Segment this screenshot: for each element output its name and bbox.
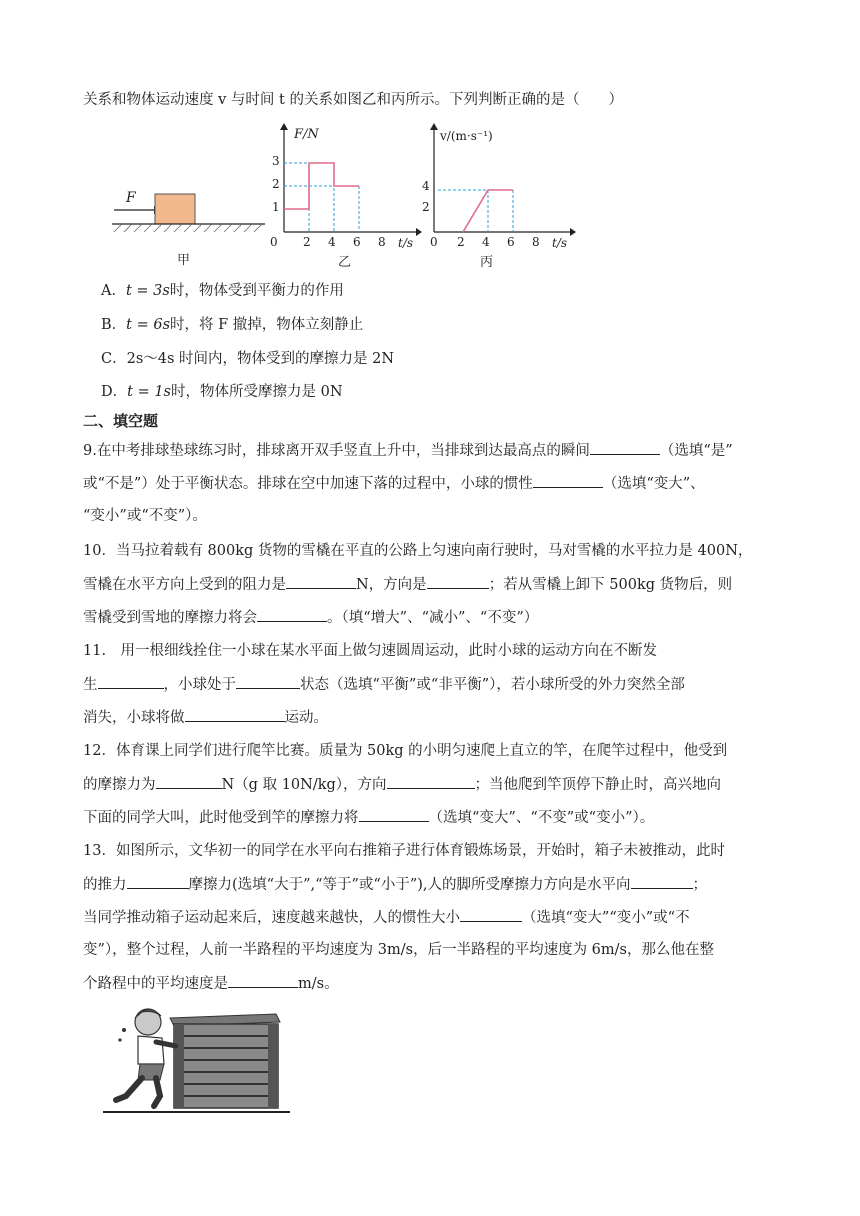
option-a[interactable] <box>101 281 344 301</box>
option-math: t = 1s <box>127 384 172 400</box>
q11-line-3: 消失，小球将做 运动。 <box>83 707 328 728</box>
x-tick-8: 8 <box>378 235 386 249</box>
y-arrow-icon <box>430 123 438 130</box>
x-tick-6: 6 <box>353 235 361 249</box>
option-math: t = 6s <box>126 317 171 333</box>
q10-line-2: 雪橇在水平方向上受到的阻力是 N，方向是 ；若从雪橇上卸下 500kg 货物后，则 <box>83 574 732 595</box>
x-tick-2: 2 <box>457 235 465 249</box>
option-b[interactable] <box>101 315 363 335</box>
answer-blank[interactable] <box>387 774 475 789</box>
q13-line-1: 13．如图所示，文华初一的同学在水平向右推箱子进行体育锻炼场景，开始时，箱子未被推动，此时 <box>83 843 725 859</box>
x-tick-4: 4 <box>482 235 490 249</box>
caption-jia: 甲 <box>177 253 191 268</box>
option-math: t = 3s <box>125 283 170 299</box>
person <box>116 1009 176 1106</box>
figure-jia <box>100 180 270 270</box>
answer-blank[interactable] <box>590 440 660 455</box>
option-letter: D． <box>101 384 128 400</box>
q13-line-2: 的推力 摩擦力(选填“大于”,“等于”或“小于”),人的脚所受摩擦力方向是水平向 ； <box>83 874 707 895</box>
answer-blank[interactable] <box>98 674 164 689</box>
option-letter: B． <box>101 317 127 333</box>
option-d[interactable] <box>101 382 343 402</box>
y-tick-2: 2 <box>272 177 280 191</box>
answer-blank[interactable] <box>427 574 489 589</box>
y-tick-1: 1 <box>272 200 280 214</box>
option-text: 时，将 F 撤掉，物体立刻静止 <box>170 317 364 333</box>
option-text: 2s～4s 时间内，物体受到的摩擦力是 2N <box>126 351 395 367</box>
q13-line-4: 变”），整个过程，人前一半路程的平均速度为 3m/s，后一半路程的平均速度为 6m/s，那么他在整 <box>83 942 714 958</box>
q11-line-1: 11. 用一根细线拴住一小球在某水平面上做匀速圆周运动，此时小球的运动方向在不断发 <box>83 643 658 659</box>
x-tick-6: 6 <box>507 235 515 249</box>
q10-line-1: 10．当马拉着载有 800kg 货物的雪橇在平直的公路上匀速向南行驶时，马对雪橇的水平拉力是 400N， <box>83 543 753 559</box>
x-label: t/s <box>552 236 568 250</box>
q12-line-3: 下面的同学大叫，此时他受到竿的摩擦力将 （选填“变大”、“不变”或“变小”）。 <box>83 807 654 828</box>
y-tick-3: 3 <box>272 154 280 168</box>
q13-line-5: 个路程中的平均速度是 m/s。 <box>83 973 339 994</box>
answer-blank[interactable] <box>631 874 693 889</box>
answer-blank[interactable] <box>257 607 327 622</box>
x-tick-0: 0 <box>270 235 278 249</box>
option-text: 时，物体受到平衡力的作用 <box>169 283 344 299</box>
x-tick-4: 4 <box>328 235 336 249</box>
caption-bing: 丙 <box>480 255 494 270</box>
chart-yi <box>270 120 425 275</box>
chart-bing <box>420 120 580 275</box>
force-label: F <box>126 190 136 206</box>
answer-blank[interactable] <box>127 874 189 889</box>
option-text: 时，物体所受摩擦力是 0N <box>171 384 343 400</box>
block <box>155 194 195 224</box>
q11-line-2: 生 ，小球处于 状态（选填“平衡”或“非平衡”），若小球所受的外力突然全部 <box>83 674 685 695</box>
crate <box>170 1014 280 1108</box>
answer-blank[interactable] <box>533 473 603 488</box>
y-tick-4: 4 <box>422 179 430 193</box>
y-label: F/N <box>294 127 319 142</box>
answer-blank[interactable] <box>236 674 300 689</box>
answer-blank[interactable] <box>286 574 356 589</box>
q9-line-2: 或“不是”）处于平衡状态。排球在空中加速下落的过程中，小球的惯性 （选填“变大”、 <box>83 473 705 494</box>
answer-blank[interactable] <box>228 973 298 988</box>
person-pushing-box-illustration <box>98 1000 293 1120</box>
q9-line-3: “变小”或“不变”）。 <box>83 508 207 524</box>
q12-line-1: 12．体育课上同学们进行爬竿比赛。质量为 50kg 的小明匀速爬上直立的竿，在爬竿过程中，他受到 <box>83 743 728 759</box>
q13-line-3: 当同学推动箱子运动起来后，速度越来越快，人的惯性大小 （选填“变大”“变小”或“不 <box>83 907 690 928</box>
q12-line-2: 的摩擦力为 N（g 取 10N/kg），方向 ；当他爬到竿顶停下静止时，高兴地向 <box>83 774 721 795</box>
answer-blank[interactable] <box>460 907 522 922</box>
x-tick-0: 0 <box>430 235 438 249</box>
ground-hatch <box>114 224 262 232</box>
section-title: 二、填空题 <box>83 412 159 430</box>
question-intro: 关系和物体运动速度 v 与时间 t 的关系如图乙和丙所示。下列判断正确的是（ ） <box>83 92 623 108</box>
q9-line-1: 9.在中考排球垫球练习时，排球离开双手竖直上升中，当排球到达最高点的瞬间 （选填“是” <box>83 440 733 461</box>
answer-blank[interactable] <box>156 774 222 789</box>
option-letter: A． <box>101 283 126 299</box>
q10-line-3: 雪橇受到雪地的摩擦力将会 。（填“增大”、“减小”、“不变”） <box>83 607 538 628</box>
answer-blank[interactable] <box>359 807 429 822</box>
answer-blank[interactable] <box>185 707 285 722</box>
x-arrow-icon <box>570 228 576 236</box>
y-tick-2: 2 <box>422 200 430 214</box>
option-c[interactable] <box>101 349 394 369</box>
x-tick-2: 2 <box>303 235 311 249</box>
caption-yi: 乙 <box>338 255 352 270</box>
x-tick-8: 8 <box>532 235 540 249</box>
x-label: t/s <box>398 236 414 250</box>
y-arrow-icon <box>280 123 288 130</box>
y-label: v/(m·s⁻¹) <box>440 129 493 143</box>
option-letter: C． <box>101 351 127 367</box>
